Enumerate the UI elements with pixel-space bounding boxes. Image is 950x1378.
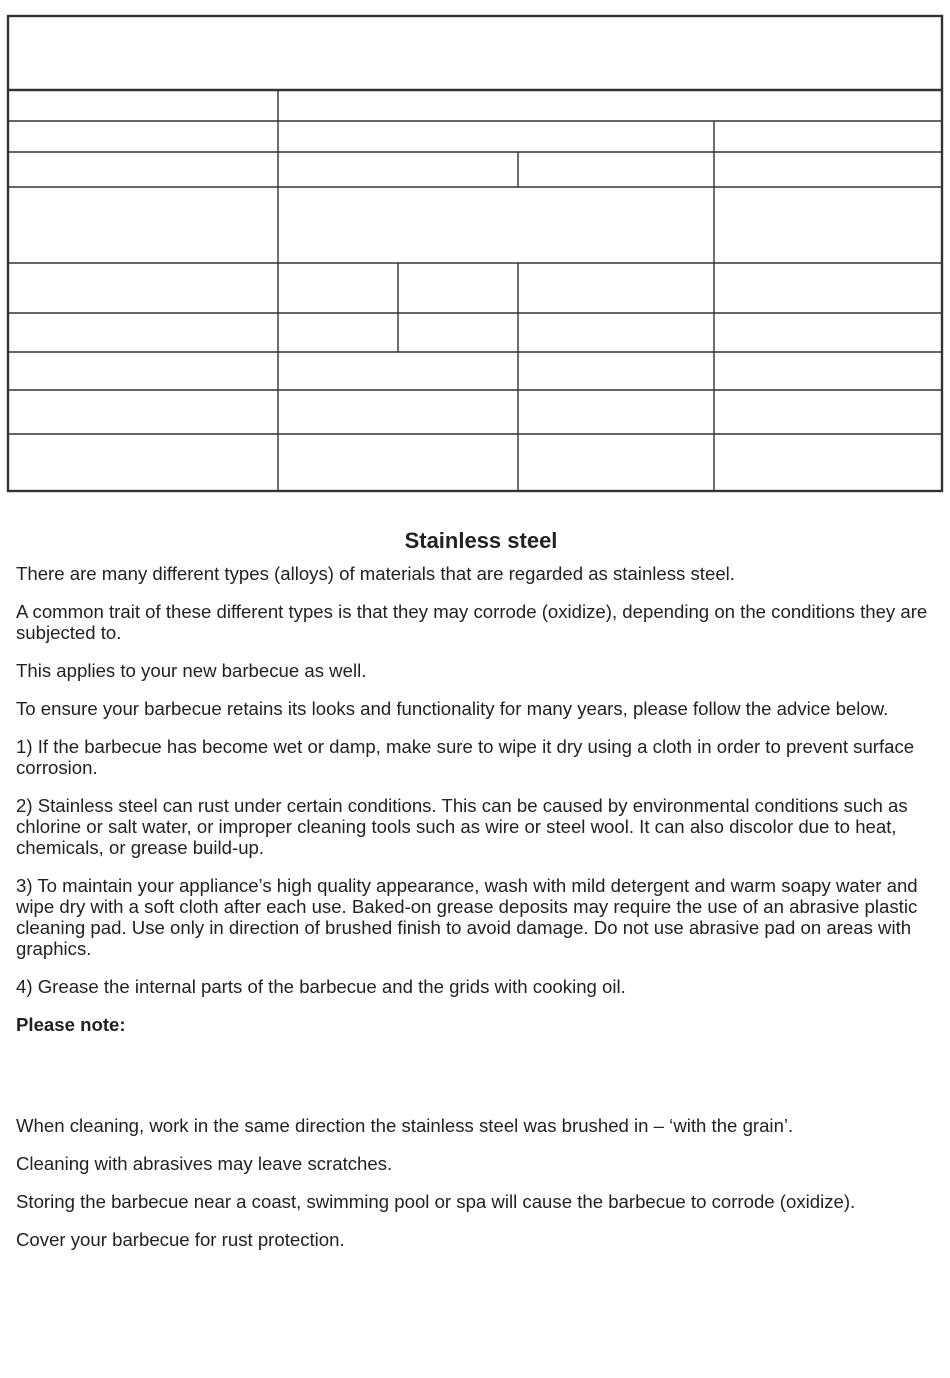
note-item: When cleaning, work in the same direction the stainless steel was brushed in – ‘with the grain’. [16,1115,794,1136]
advice-item: 2) Stainless steel can rust under certain conditions. This can be caused by environmental conditions such as chlorine or salt water, or improper cleaning tools such as wire or steel wool. It can also discolor due to heat, chemicals, or grease build-up. [16,795,908,858]
table-border [8,16,942,491]
table-column-rules [278,90,714,491]
note-item: Cleaning with abrasives may leave scratches. [16,1153,393,1174]
spec-table-grid [0,0,950,500]
note-item: Storing the barbecue near a coast, swimming pool or spa will cause the barbecue to corrode (oxidize). [16,1191,856,1212]
note-label: Please note: [16,1014,126,1035]
section-title: Stainless steel [404,528,558,553]
advice-item: 1) If the barbecue has become wet or damp, make sure to wipe it dry using a cloth in order to prevent surface corrosion. [16,736,915,778]
note-item: Cover your barbecue for rust protection. [16,1229,345,1250]
care-instructions [16,528,946,1267]
intro-paragraph: There are many different types (alloys) of materials that are regarded as stainless steel. [16,563,735,584]
table-grid-lines [0,0,950,500]
advice-item: 4) Grease the internal parts of the barbecue and the grids with cooking oil. [16,976,626,997]
intro-paragraph: To ensure your barbecue retains its looks and functionality for many years, please follow the advice below. [16,698,889,719]
intro-paragraph: A common trait of these different types is that they may corrode (oxidize), depending on the conditions they are subjected to. [16,601,928,643]
advice-item: 3) To maintain your appliance’s high quality appearance, wash with mild detergent and warm soapy water and wipe dry with a soft cloth after each use. Baked-on grease deposits may require the use of an abrasive plastic cleaning pad. Use only in direction of brushed finish to avoid damage. Do not use abrasive pad on areas with graphics. [16,875,918,959]
table-row-rules [8,121,942,434]
intro-paragraph: This applies to your new barbecue as well. [16,660,367,681]
